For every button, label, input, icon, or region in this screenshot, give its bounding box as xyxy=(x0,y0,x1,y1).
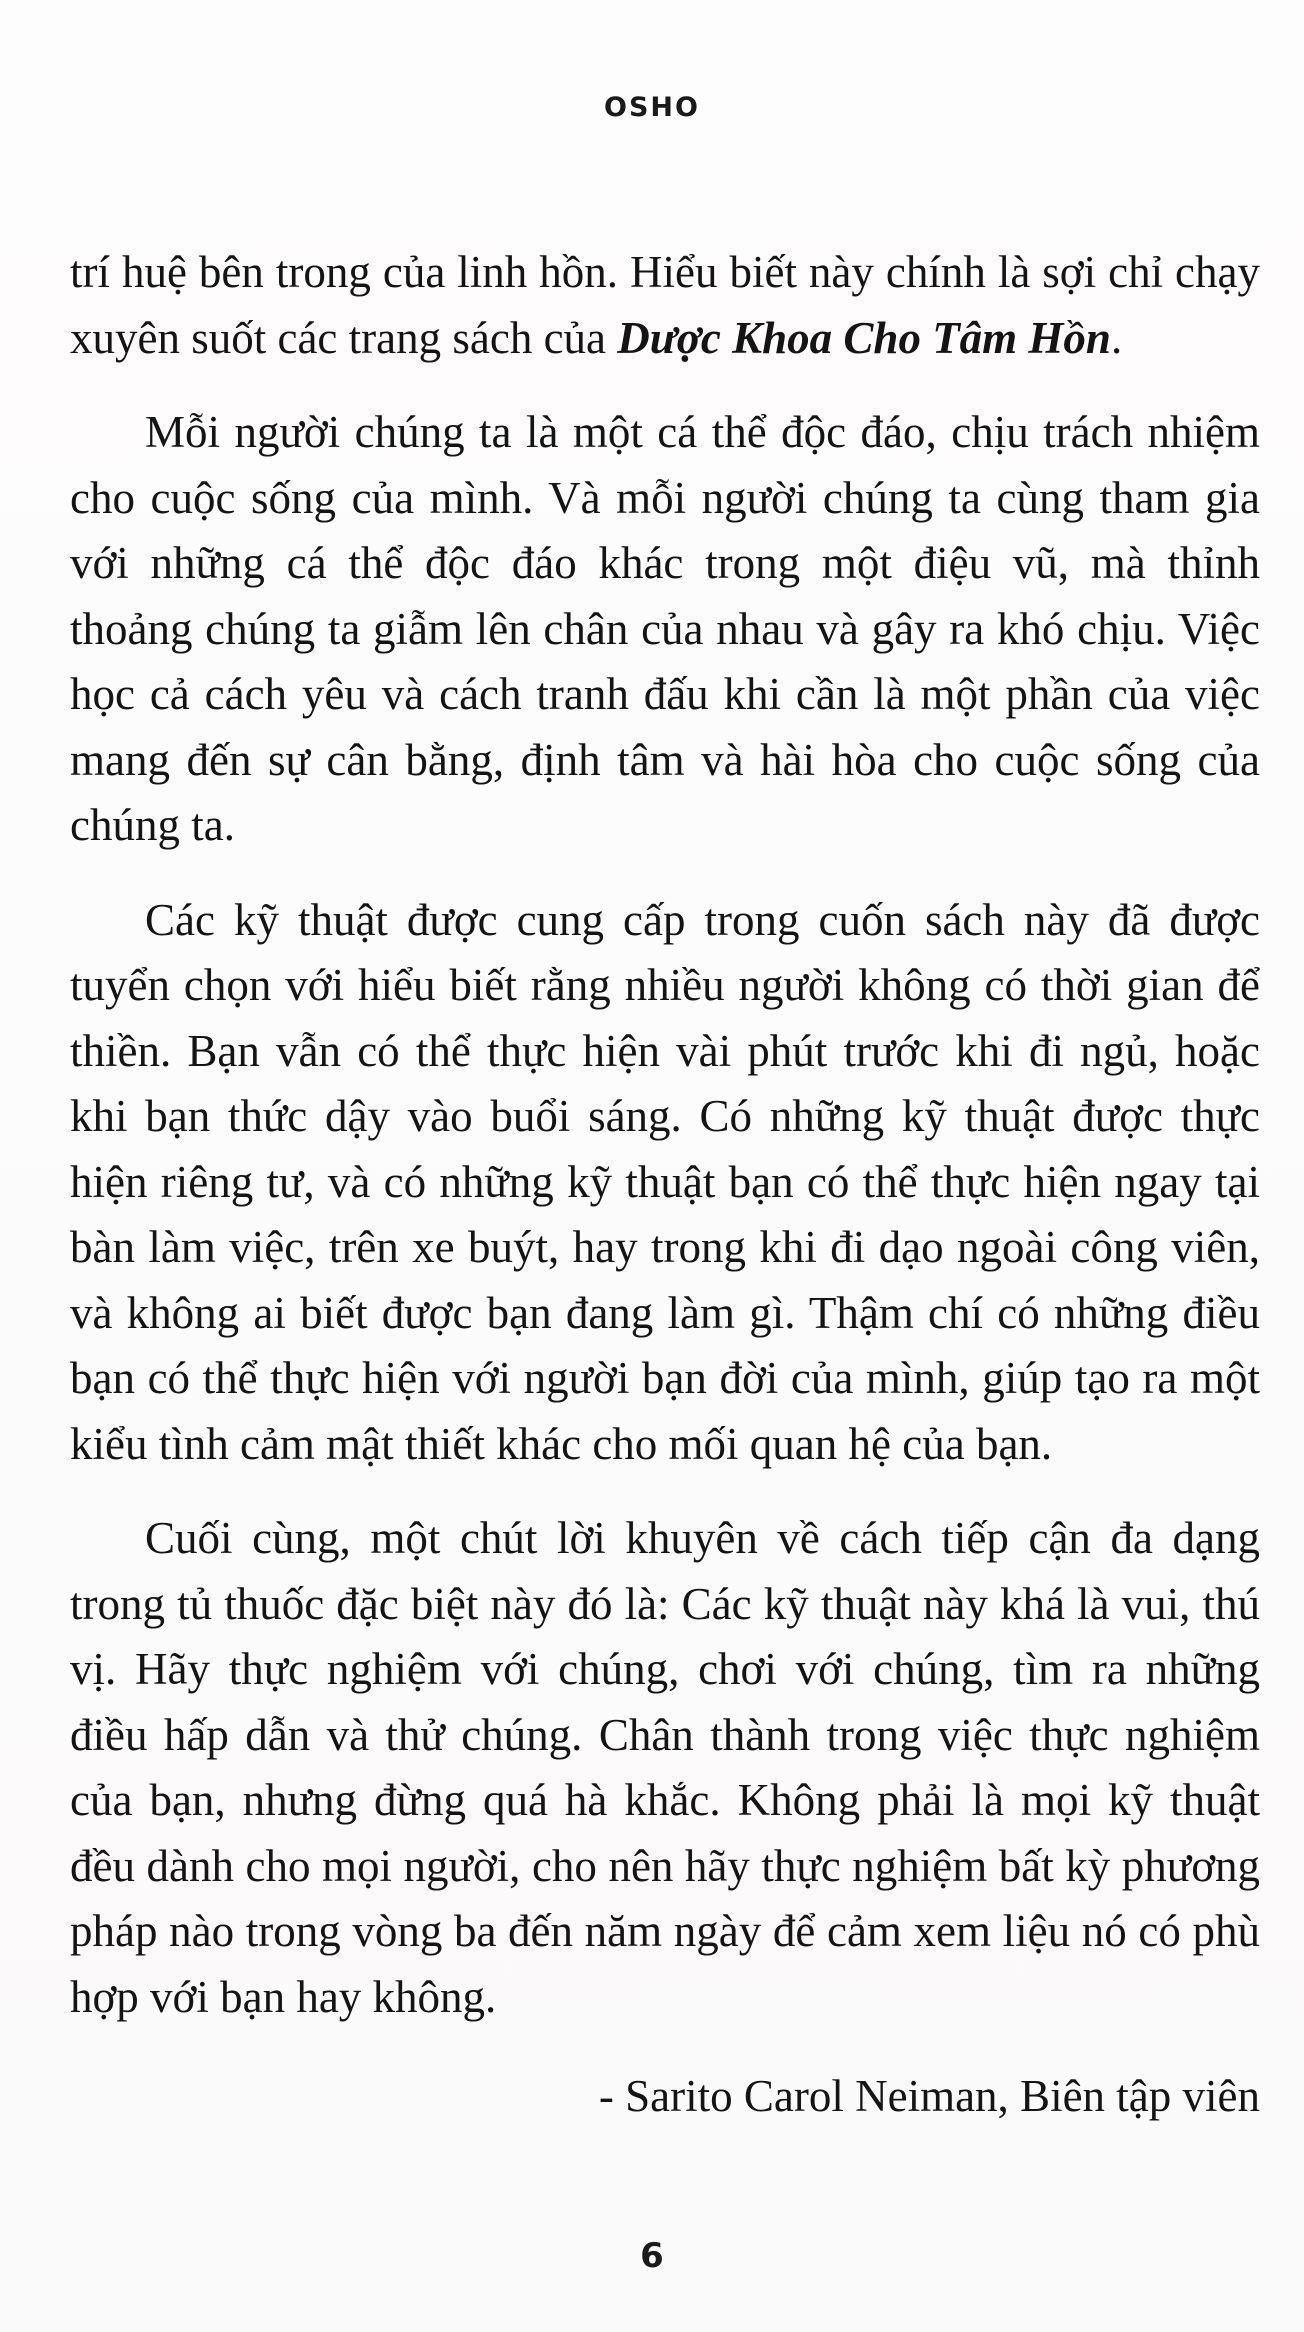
running-header: OSHO xyxy=(604,92,700,123)
paragraph-continuation xyxy=(70,240,1260,371)
editor-signature: - Sarito Carol Neiman, Biên tập viên xyxy=(598,2071,1260,2121)
paragraph: Cuối cùng, một chút lời khuyên về cách tiếp cận đa dạng trong tủ thuốc đặc biệt này đó là: Các kỹ thuật này khá là vui, thú vị. Hãy thực nghiệm với chúng, chơi với chúng, tìm ra những điều hấp dẫn và thử chúng. Chân thành trong việc thực nghiệm của bạn, nhưng đừng quá hà khắc. Không phải là mọi kỹ thuật đều dành cho mọi người, cho nên hãy thực nghiệm bất kỳ phương pháp nào trong vòng ba đến năm ngày để cảm xem liệu nó có phù hợp với bạn hay không. xyxy=(70,1513,1260,2022)
paragraph-punctuation: . xyxy=(1110,312,1123,363)
paragraph: Mỗi người chúng ta là một cá thể độc đáo, chịu trách nhiệm cho cuộc sống của mình. Và mỗi người chúng ta cùng tham gia với những cá thể độc đáo khác trong một điệu vũ, mà thỉnh thoảng chúng ta giẫm lên chân của nhau và gây ra khó chịu. Việc học cả cách yêu và cách tranh đấu khi cần là một phần của việc mang đến sự cân bằng, định tâm và hài hòa cho cuộc sống của chúng ta. xyxy=(70,407,1260,850)
body-text xyxy=(70,240,1260,2159)
paragraph-text: trí huệ bên trong của linh hồn. Hiểu biết này chính là sợi chỉ chạy xuyên suốt các trang sách của xyxy=(70,247,1260,363)
paragraph: Các kỹ thuật được cung cấp trong cuốn sách này đã được tuyển chọn với hiểu biết rằng nhiều người không có thời gian để thiền. Bạn vẫn có thể thực hiện vài phút trước khi đi ngủ, hoặc khi bạn thức dậy vào buổi sáng. Có những kỹ thuật được thực hiện riêng tư, và có những kỹ thuật bạn có thể thực hiện ngay tại bàn làm việc, trên xe buýt, hay trong khi đi dạo ngoài công viên, và không ai biết được bạn đang làm gì. Thậm chí có những điều bạn có thể thực hiện với người bạn đời của mình, giúp tạo ra một kiểu tình cảm mật thiết khác cho mối quan hệ của bạn. xyxy=(70,894,1260,1469)
page-number: 6 xyxy=(640,2236,664,2276)
book-title: Dược Khoa Cho Tâm Hồn xyxy=(617,312,1111,363)
